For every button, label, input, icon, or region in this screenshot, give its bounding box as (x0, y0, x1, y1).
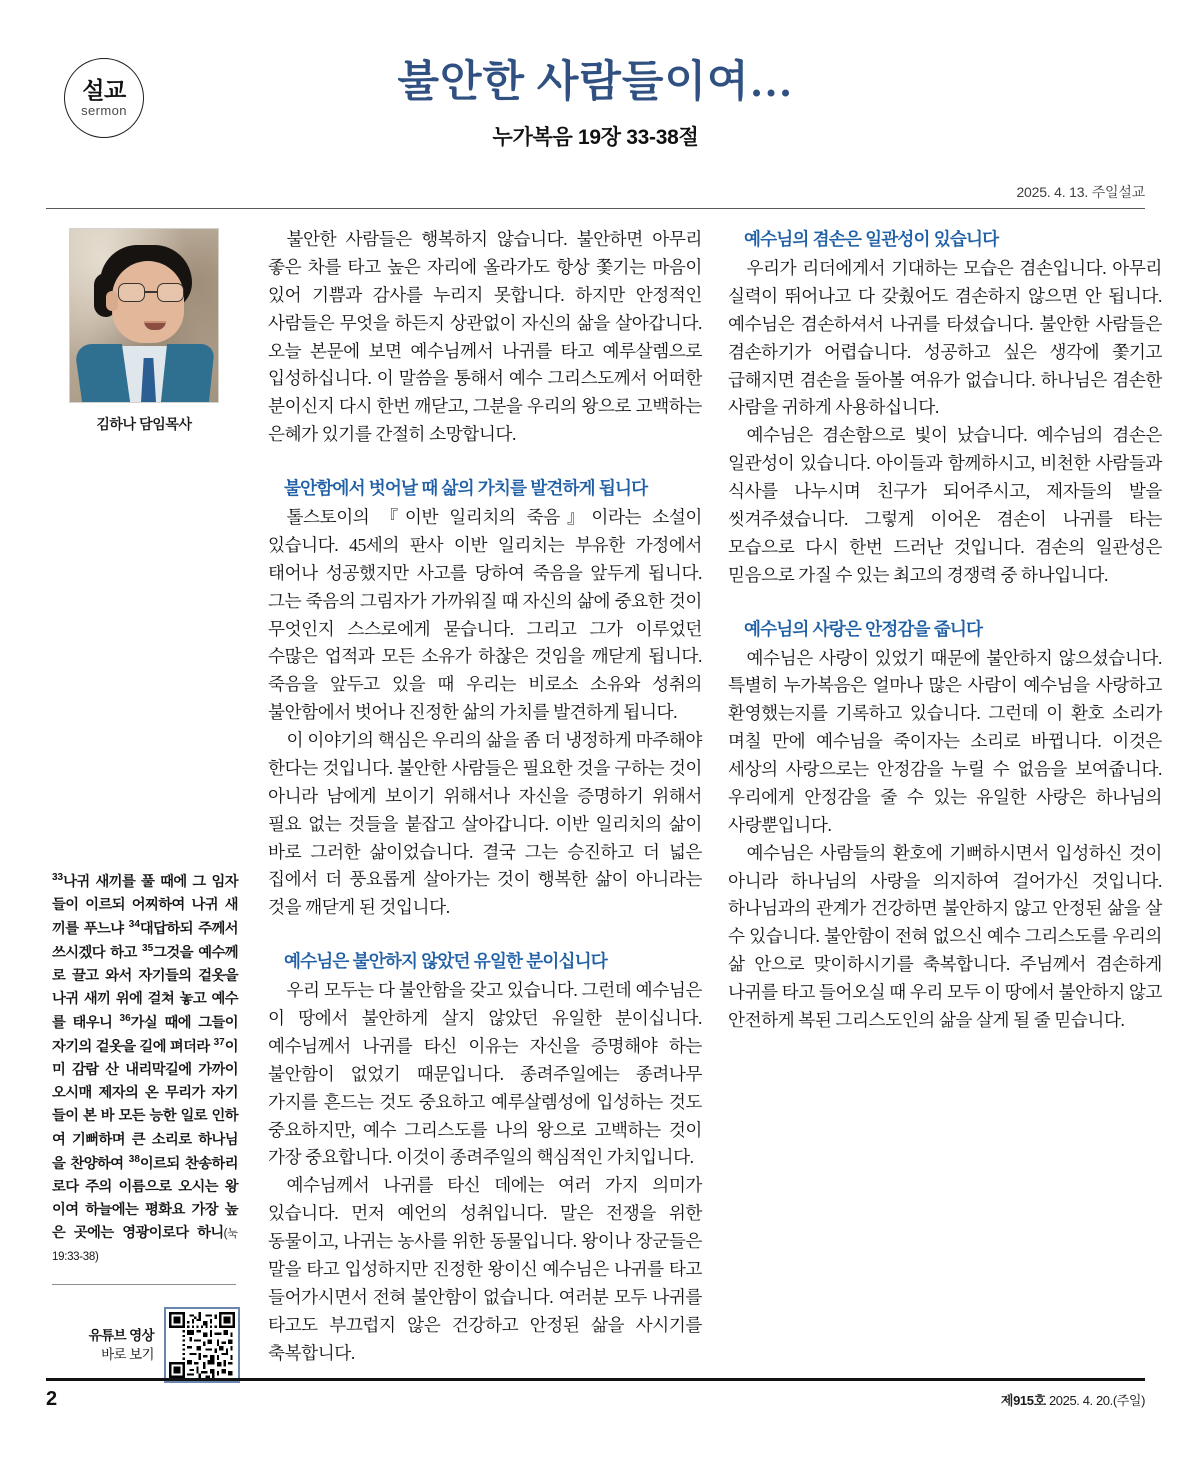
page-footer (46, 1378, 1145, 1411)
section-heading-4: 예수님의 사랑은 안정감을 줍니다 (744, 618, 983, 639)
sermon-date: 2025. 4. 13. 주일설교 (1016, 184, 1145, 200)
section-heading-3: 예수님의 겸손은 일관성이 있습니다 (744, 229, 999, 249)
page-title: 불안한 사람들이여… (397, 59, 794, 106)
content-grid (46, 210, 1162, 1383)
section-4-paragraph-1: 예수님은 사랑이 있었기 때문에 불안하지 않으셨습니다. 특별히 누가복음은 얼마나 많은 사람이 예수님을 사랑하고 환영했는지를 기록하고 있습니다. 그런데 이 환호 소리가 며칠 만에 예수님을 죽이자는 소리로 바뀝니다. 이것은 세상의 사랑으로는 안정감을 누릴 수 없음을 보여줍니다. 우리에게 안정감을 줄 수 있는 유일한 사랑은 하나님의 사랑뿐입니다. (728, 647, 1162, 835)
title-block (46, 42, 1145, 151)
sermon-badge (64, 58, 144, 138)
preacher-portrait (69, 228, 219, 403)
verse-text-38: 이르되 찬송하리로다 주의 이름으로 오시는 왕이여 하늘에는 평화요 가장 높은 곳에는 영광이로다 하니 (52, 1155, 238, 1241)
section-heading-2: 예수님은 불안하지 않았던 유일한 분이십니다 (284, 951, 607, 972)
verse-number-35: 35 (142, 943, 154, 954)
page-number: 2 (46, 1388, 58, 1410)
section-2-paragraph-2-start: 예수님께서 나귀를 타신 데에는 여러 가지 의미가 있습니다. 먼저 예언의 성취입니다. 말은 전쟁을 위한 동물이고, 나귀는 농사를 위한 동물입니다. 왕이나 장군들은 말을 타고 입성하지만 진정한 왕이신 예수님은 나귀를 타고 들어가시면서 전혀 불안함이 없습니다. 여러분 모두 나귀를 타고도 부끄럽지 않은 건강하고 안정된 삶을 사시기를 축복합니다. (268, 1175, 702, 1363)
page-header (46, 42, 1145, 210)
issue-info (1001, 1390, 1145, 1409)
issue-number: 제915호 (1000, 1393, 1046, 1408)
verse-text-37: 이미 감람 산 내리막길에 가까이 오시매 제자의 온 무리가 자기들이 본 바 모든 능한 일로 인하여 기뻐하며 큰 소리로 하나님을 찬양하여 (52, 1038, 238, 1172)
youtube-label-line2: 바로 보기 (101, 1347, 154, 1363)
qr-code-icon[interactable] (164, 1307, 240, 1383)
youtube-link-block[interactable] (46, 1307, 242, 1383)
verse-text-35: 그것을 예수께로 끌고 와서 자기들의 겉옷을 나귀 새끼 위에 걸쳐 놓고 예수를 태우니 (52, 944, 238, 1031)
verse-number-33: 33 (52, 872, 64, 883)
scripture-citation: (눅 19:33-38) (52, 1227, 238, 1264)
youtube-label-line1: 유튜브 영상 (88, 1327, 154, 1343)
verse-number-34: 34 (128, 919, 140, 931)
section-3-paragraph-1: 우리가 리더에게서 기대하는 모습은 겸손입니다. 아무리 실력이 뛰어나고 다 갖췄어도 겸손하지 않으면 안 됩니다. 예수님은 겸손하셔서 나귀를 타셨습니다. 불안한 사람들은 겸손하기가 어렵습니다. 성공하고 싶은 생각에 쫓기고 급해지면 겸손을 돌아볼 여유가 없습니다. 하나님은 겸손한 사람을 귀하게 사용하십니다. (728, 258, 1162, 418)
verse-text-33: 나귀 새끼를 풀 때에 그 임자들이 이르되 어찌하여 나귀 새끼를 푸느냐 (52, 873, 238, 937)
header-divider (46, 208, 1145, 209)
rail-divider (52, 1284, 236, 1285)
section-3-paragraph-2: 예수님은 겸손함으로 빛이 났습니다. 예수님의 겸손은 일관성이 있습니다. 아이들과 함께하시고, 비천한 사람들과 식사를 나누시며 친구가 되어주시고, 제자들의 발을 씻겨주셨습니다. 그렇게 이어온 겸손이 나귀를 타는 모습으로 다시 한번 드러난 것입니다. 겸손의 일관성은 믿음으로 가질 수 있는 최고의 경쟁력 중 하나입니다. (728, 425, 1162, 585)
left-rail (46, 226, 242, 1383)
column-right (728, 226, 1162, 1383)
youtube-label (89, 1326, 154, 1365)
verse-number-36: 36 (119, 1013, 131, 1025)
verse-number-38: 38 (128, 1153, 140, 1165)
section-1-paragraph-1: 톨스토이의 『이반 일리치의 죽음』이라는 소설이 있습니다. 45세의 판사 이반 일리치는 부유한 가정에서 태어나 성공했지만 사고를 당하여 죽음을 앞두게 됩니다. 그는 죽음의 그림자가 가까워질 때 자신의 삶에 중요한 것이 무엇인지 스스로에게 묻습니다. 그리고 그가 이루었던 수많은 업적과 모든 소유가 하찮은 것임을 깨닫게 됩니다. 죽음을 앞두고 있을 때 우리는 비로소 소유와 성취의 불안함에서 벗어나 진정한 삶의 가치를 발견하게 됩니다. (268, 507, 702, 723)
sermon-badge-english: sermon (81, 103, 127, 118)
verse-text-36: 가실 때에 그들이 자기의 겉옷을 길에 펴더라 (52, 1015, 238, 1055)
footer-divider (46, 1378, 1145, 1381)
preacher-name: 김하나 담임목사 (96, 416, 192, 432)
sermon-badge-korean: 설교 (82, 77, 126, 103)
verse-text-34: 대답하되 주께서 쓰시겠다 하고 (52, 920, 238, 961)
verse-number-37: 37 (213, 1037, 225, 1049)
section-4-paragraph-2: 예수님은 사람들의 환호에 기뻐하시면서 입성하신 것이 아니라 하나님의 사랑을 의지하여 걸어가신 것입니다. 하나님과의 관계가 건강하면 불안하지 않고 안정된 삶을 살 수 있습니다. 불안함이 전혀 없으신 예수 그리스도를 우리의 삶 안으로 맞이하시기를 축복합니다. 주님께서 겸손하게 나귀를 타고 들어오실 때 우리 모두 이 땅에서 불안하지 않고 안전하게 복된 그리스도인의 삶을 살게 될 줄 믿습니다. (728, 842, 1162, 1030)
intro-paragraph: 불안한 사람들은 행복하지 않습니다. 불안하면 아무리 좋은 차를 타고 높은 자리에 올라가도 항상 쫓기는 마음이 있어 기쁨과 감사를 누리지 못합니다. 하지만 안정적인 사람들은 무엇을 하든지 상관없이 자신의 삶을 살아갑니다. 오늘 본문에 보면 예수님께서 나귀를 타고 예루살렘으로 입성하십니다. 이 말씀을 통해서 예수 그리스도께서 어떠한 분이신지 다시 한번 깨닫고, 그분을 우리의 왕으로 고백하는 은혜가 있기를 간절히 소망합니다. (268, 229, 702, 445)
section-heading-1: 불안함에서 벗어날 때 삶의 가치를 발견하게 됩니다 (284, 478, 648, 498)
column-middle (268, 226, 702, 1383)
scripture-reference-title: 누가복음 19장 33-38절 (492, 126, 699, 150)
section-1-paragraph-2: 이 이야기의 핵심은 우리의 삶을 좀 더 냉정하게 마주해야 한다는 것입니다. 불안한 사람들은 필요한 것을 구하는 것이 아니라 남에게 보이기 위해서나 자신을 증명하기 위해서 필요 없는 것들을 붙잡고 살아갑니다. 이반 일리치의 삶이 바로 그러한 삶이었습니다. 결국 그는 승진하고 더 넓은 집에서 더 풍요롭게 살아가는 것이 행복한 삶이 아니라는 것을 깨닫게 된 것입니다. (268, 730, 702, 918)
issue-date: 2025. 4. 20.(주일) (1048, 1393, 1145, 1408)
scripture-passage (46, 870, 242, 1268)
section-2-paragraph-1: 우리 모두는 다 불안함을 갖고 있습니다. 그런데 예수님은 이 땅에서 불안하게 살지 않았던 유일한 분이십니다. 예수님께서 나귀를 타신 이유는 자신을 증명해야 하는 불안함이 없었기 때문입니다. 종려주일에는 종려나무 가지를 흔드는 것도 중요하고 예루살렘성에 입성하는 것도 중요하지만, 예수 그리스도를 나의 왕으로 고백하는 것이 가장 중요합니다. 이것이 종려주일의 핵심적인 가치입니다. (268, 980, 702, 1168)
